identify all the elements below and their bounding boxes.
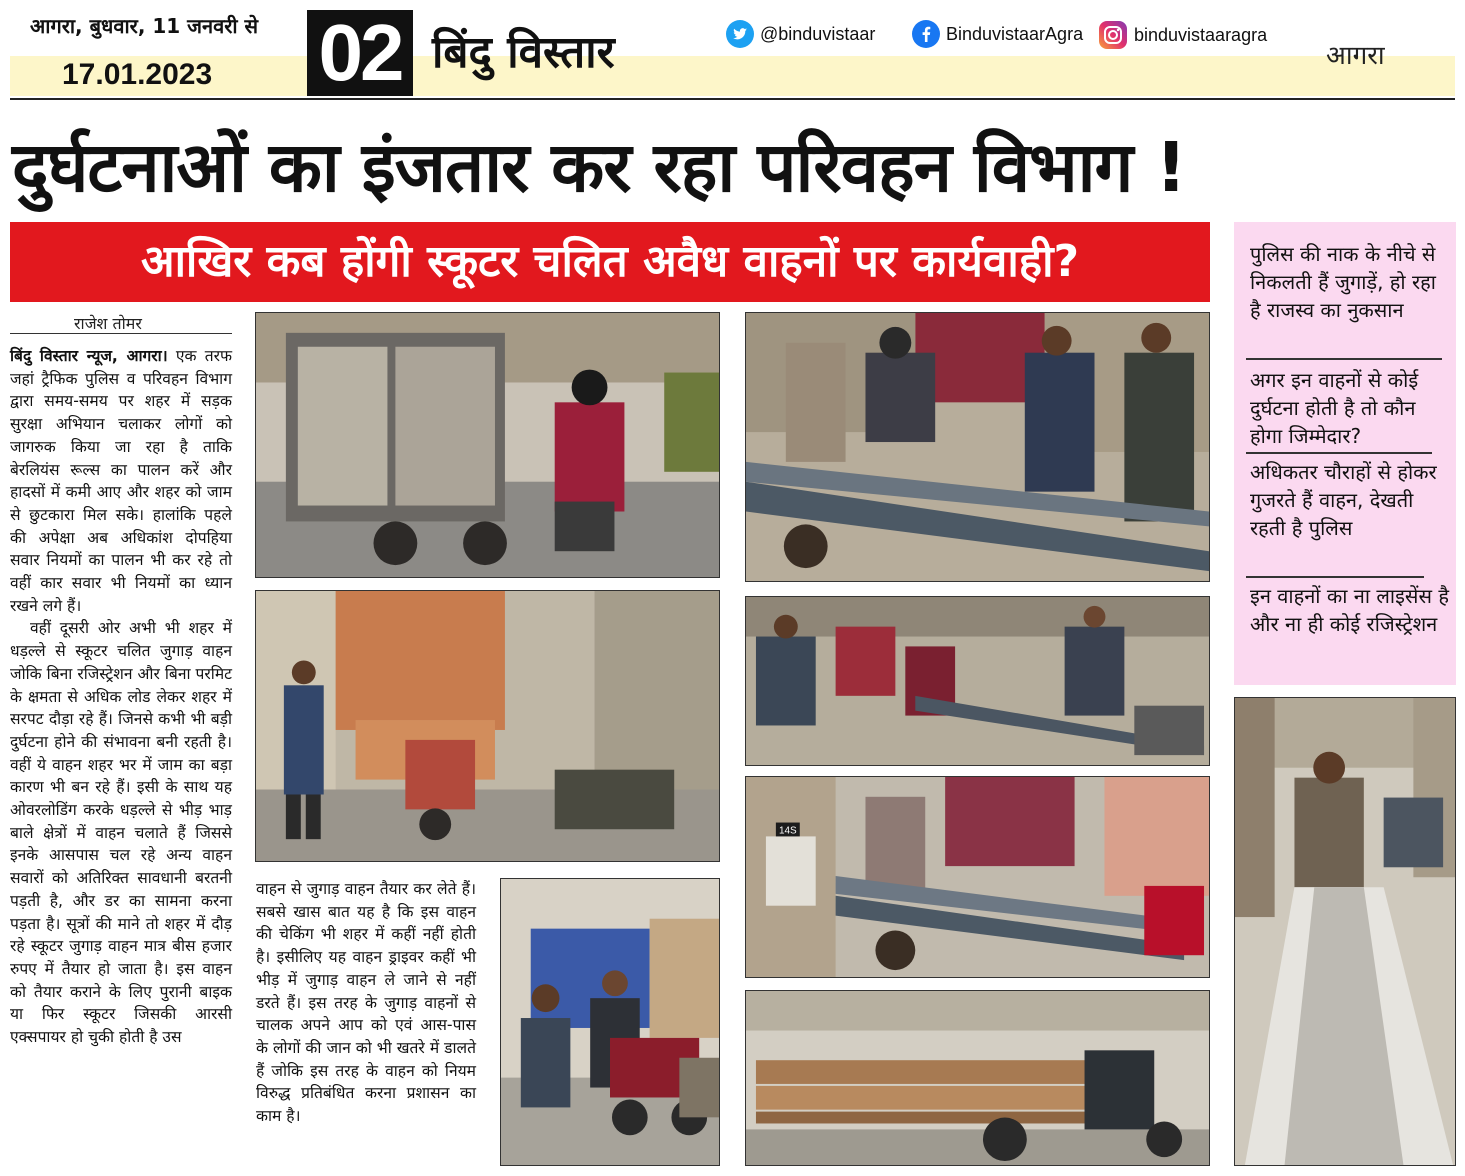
photo-loaded-cart-rickshaw	[255, 312, 720, 578]
masthead-band	[10, 56, 1455, 96]
article-column-1	[10, 345, 232, 1049]
instagram-icon	[1098, 20, 1128, 50]
photo-image	[746, 313, 1209, 581]
masthead-rule	[10, 98, 1455, 100]
article-column-2: वाहन से जुगाड़ वाहन तैयार कर लेते हैं। सबसे खास बात यह है कि इस वाहन की चेकिंग भी शहर में कहीं नहीं होती है। इसीलिए यह वाहन ड्राइवर कहीं भी भीड़ में जुगाड़ वाहन ले जाने से नहीं डरते हैं। इस तरह के जुगाड़ वाहनों से चालक अपने आप को एवं आस-पास के लोगों की जान को भी खतरे में डालते हैं जोकि इस तरह के वाहन को नियम विरुद्ध प्रतिबंधित करना प्रशासन का काम है।	[256, 880, 476, 1126]
byline: राजेश तोमर	[74, 314, 142, 333]
photo-cart-through-market	[745, 596, 1210, 766]
headline: दुर्घटनाओं का इंजतार कर रहा परिवहन विभाग !	[12, 128, 1186, 208]
sidebar-point-3: अधिकतर चौराहों से होकर गुजरते हैं वाहन, देखती रहती है पुलिस	[1250, 460, 1437, 540]
twitter-handle[interactable]	[726, 20, 875, 48]
byline-rule	[10, 333, 232, 334]
facebook-icon	[912, 20, 940, 48]
facebook-handle[interactable]	[912, 20, 1083, 48]
sidebar-point-1: पुलिस की नाक के नीचे से निकलती हैं जुगाड़ें, हो रहा है राजस्व का नुकसान	[1250, 242, 1436, 322]
photo-image	[746, 777, 1209, 977]
photo-metal-strips-cart	[745, 312, 1210, 582]
twitter-handle-text: @binduvistaar	[760, 23, 876, 44]
sidebar-divider	[1246, 452, 1432, 454]
instagram-handle[interactable]	[1098, 20, 1267, 50]
instagram-handle-text: binduvistaaragra	[1134, 24, 1268, 45]
sidebar-divider	[1246, 576, 1424, 578]
masthead-since-line: आगरा, बुधवार, 11 जनवरी से	[30, 14, 259, 38]
photo-long-strips-traffic	[1234, 697, 1456, 1166]
article-paragraph	[10, 345, 232, 617]
subheadline: आखिर कब होंगी स्कूटर चलित अवैध वाहनों पर कार्यवाही?	[140, 236, 1080, 287]
photo-overloaded-scooter-cart	[255, 590, 720, 862]
sidebar-point-4: इन वाहनों का ना लाइसेंस है और ना ही कोई रजिस्ट्रेशन	[1250, 584, 1449, 636]
masthead-date: 17.01.2023	[62, 58, 213, 91]
paper-name: बिंदु विस्तार	[432, 27, 615, 78]
photo-scooter-wood-planks	[745, 990, 1210, 1166]
photo-image	[256, 313, 719, 577]
photo-image	[746, 991, 1209, 1165]
article-paragraph: वहीं दूसरी ओर अभी भी शहर में धड़ल्ले से स्कूटर चलित जुगाड़ वाहन जोकि बिना रजिस्ट्रेशन और बिना परमिट के क्षमता से अधिक लोड लेकर शहर में सरपट दौड़ा रहे हैं। जिनसे कभी भी बड़ी दुर्घटना होने की संभावना बनी रहती है। वहीं ये वाहन शहर भर में जाम का बड़ा कारण भी बन रहे हैं। इसी के साथ यह ओवरलोडिंग करके धड़ल्ले से भीड़ भाड़ बाले क्षेत्रों में वाहन चलाते हैं जिससे इनके आसपास चल रहे अन्य वाहन सवारों को अतिरिक्त सावधानी बरतनी पड़ती है, और डर का सामना करना पड़ता है। सूत्रों की माने तो शहर में दौड़ रहे स्कूटर जुगाड़ वाहन मात्र बीस हजार रुपए में तैयार हो जाता है। इस वाहन को तैयार कराने के लिए पुरानी बाइक या फिर स्कूटर जिसकी आरसी एक्सपायर हो चुकी होती है उस	[10, 619, 232, 1047]
photo-image	[501, 879, 719, 1165]
photo-cart-smoky-street	[745, 776, 1210, 978]
facebook-handle-text: BinduvistaarAgra	[946, 23, 1084, 44]
photo-image	[256, 591, 719, 861]
twitter-icon	[726, 20, 754, 48]
photo-scooter-cart-street	[500, 878, 720, 1166]
photo-image	[1235, 698, 1455, 1165]
sidebar-divider	[1246, 358, 1442, 360]
page-number: 02	[307, 10, 413, 96]
dateline: बिंदु विस्तार न्यूज, आगरा।	[10, 347, 168, 365]
rickshaw-plate: 14S	[778, 825, 797, 837]
sidebar-point-2: अगर इन वाहनों से कोई दुर्घटना होती है तो कौन होगा जिम्मेदार?	[1250, 368, 1419, 448]
city-label: आगरा	[1326, 41, 1385, 71]
article-text: एक तरफ जहां ट्रैफिक पुलिस व परिवहन विभाग द्वारा समय-समय पर शहर में सड़क सुरक्षा अभियान चलाकर लोगों को जागरुक किया जा रहा है ताकि बेरलियंस रूल्स का पालन करें और हादसों में कमी आए और शहर को जाम से छुटकारा मिल सके। हालांकि पहले की अपेक्षा अब अधिकांश दोपहिया सवार नियमों का पालन भी कर रहे तो वहीं कार सवार भी नियमों का ध्यान रखने लगे हैं।	[10, 347, 232, 615]
photo-image	[746, 597, 1209, 765]
